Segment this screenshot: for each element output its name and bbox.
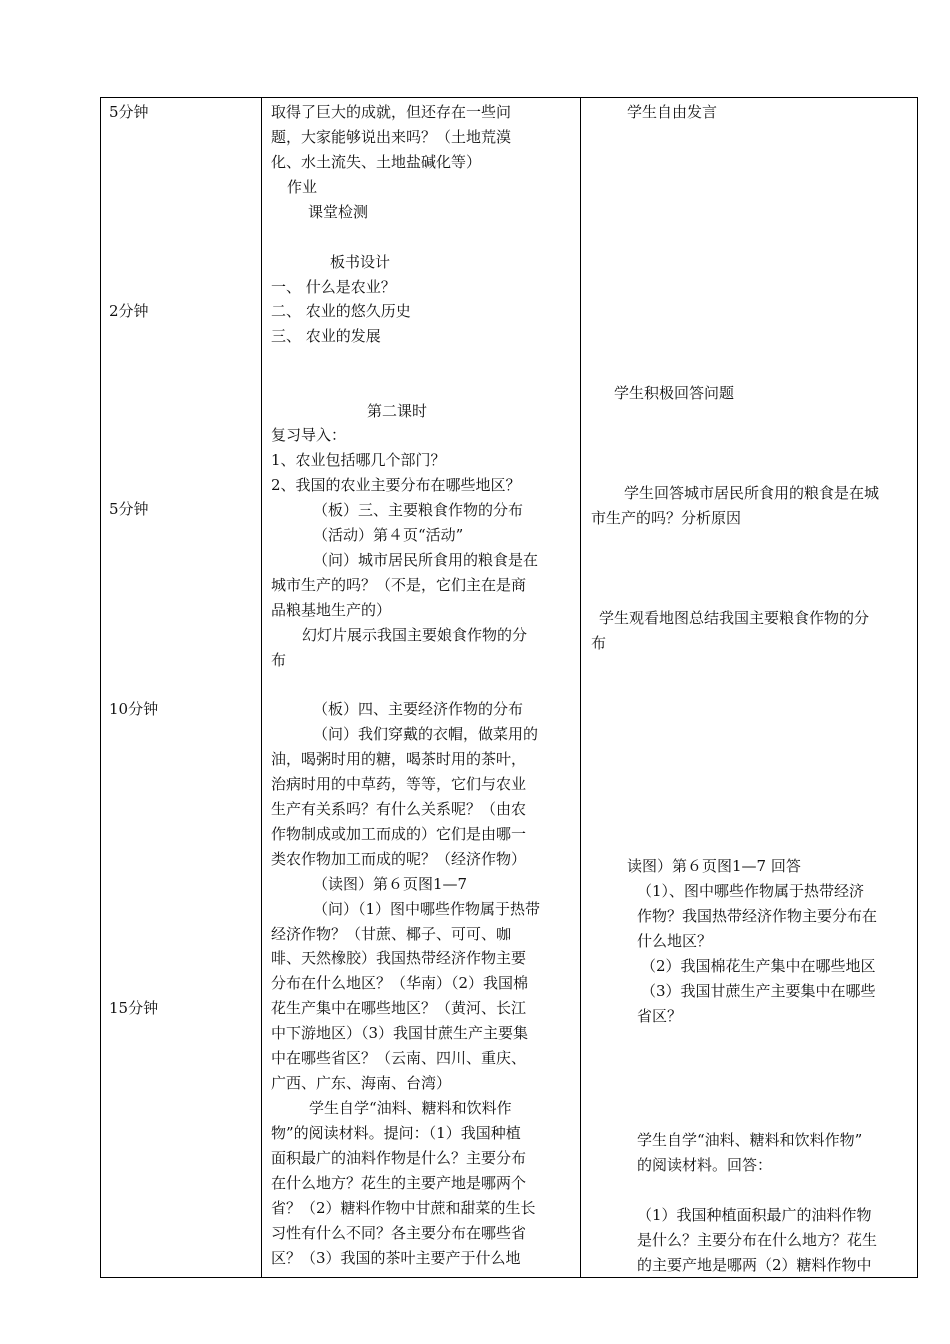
teacher-text-line: 一、 什么是农业？ — [271, 278, 396, 296]
teacher-text-line: （问）（1）图中哪些作物属于热带 — [313, 900, 541, 918]
teacher-text-line: 学生自学“油料、糖料和饮料作 — [309, 1099, 512, 1117]
teacher-text-line: 分布在什么地区？（华南）（2）我国棉 — [271, 974, 529, 992]
student-text-line: （2）我国棉花生产集中在哪些地区 — [641, 957, 876, 975]
teacher-text-line: 省？（2）糖料作物中甘蔗和甜菜的生长 — [271, 1199, 536, 1217]
teacher-text-line: 布 — [271, 651, 287, 669]
teacher-text-line: 作物制成或加工而成的）它们是由哪一 — [271, 825, 527, 843]
student-text-line: 市生产的吗？分析原因 — [591, 509, 742, 527]
teacher-text-line: 面积最广的油料作物是什么？主要分布 — [271, 1149, 527, 1167]
teacher-text-line: 三、 农业的发展 — [271, 327, 381, 345]
teacher-text-line: 治病时用的中草药，等等，它们与农业 — [271, 775, 527, 793]
time-cell: 15分钟 — [109, 999, 159, 1017]
teacher-text-line: 2、我国的农业主要分布在哪些地区？ — [271, 476, 521, 494]
student-text-line: （1）我国种植面积最广的油料作物 — [637, 1206, 872, 1224]
teacher-text-line: 物”的阅读材料。提问：（1）我国种植 — [271, 1124, 521, 1142]
teacher-text-line: 中在哪些省区？（云南、四川、重庆、 — [271, 1049, 527, 1067]
teacher-text-line: 啡、天然橡胶）我国热带经济作物主要 — [271, 949, 527, 967]
teacher-text-line: （板）三、主要粮食作物的分布 — [313, 501, 524, 519]
teacher-text-line: （活动）第４页“活动” — [313, 526, 464, 544]
teacher-text-line: 中下游地区）（3）我国甘蔗生产主要集 — [271, 1024, 529, 1042]
teacher-text-line: 取得了巨大的成就，但还存在一些问 — [271, 103, 512, 121]
teacher-text-line: 区？（3）我国的茶叶主要产于什么地 — [271, 1249, 521, 1267]
teacher-text-line: 品粮基地生产的） — [271, 601, 392, 619]
student-text-line: 学生观看地图总结我国主要粮食作物的分 — [599, 609, 870, 627]
teacher-text-line: 复习导入： — [271, 426, 347, 444]
lesson-plan-table — [100, 97, 918, 1278]
column-divider — [580, 98, 581, 1277]
student-text-line: 作物？我国热带经济作物主要分布在 — [637, 907, 878, 925]
teacher-text-line: （问）城市居民所食用的粮食是在 — [313, 551, 539, 569]
teacher-text-line: 幻灯片展示我国主要娘食作物的分 — [302, 626, 528, 644]
time-cell: 5分钟 — [109, 500, 149, 518]
teacher-text-line: 作业 — [287, 178, 318, 196]
student-text-line: 读图）第６页图1—7 回答 — [627, 857, 801, 875]
teacher-text-line: 板书设计 — [330, 253, 391, 271]
teacher-text-line: 1、农业包括哪几个部门？ — [271, 451, 446, 469]
teacher-text-line: 油，喝粥时用的糖，喝茶时用的茶叶， — [271, 750, 527, 768]
teacher-text-line: 类农作物加工而成的呢？（经济作物） — [271, 850, 527, 868]
student-text-line: 学生回答城市居民所食用的粮食是在城 — [624, 484, 880, 502]
student-text-line: （3）我国甘蔗生产主要集中在哪些 — [641, 982, 876, 1000]
teacher-text-line: （板）四、主要经济作物的分布 — [313, 700, 524, 718]
teacher-text-line: 二、 农业的悠久历史 — [271, 302, 411, 320]
teacher-text-line: 课堂检测 — [308, 203, 369, 221]
time-cell: 10分钟 — [109, 700, 159, 718]
student-text-line: 布 — [591, 634, 607, 652]
teacher-text-line: 化、水土流失、土地盐碱化等） — [271, 153, 482, 171]
teacher-text-line: 习性有什么不同？各主要分布在哪些省 — [271, 1224, 527, 1242]
time-cell: 5分钟 — [109, 103, 149, 121]
teacher-text-line: 生产有关系吗？有什么关系呢？（由农 — [271, 800, 527, 818]
student-text-line: 学生自学“油料、糖料和饮料作物” — [637, 1131, 863, 1149]
student-text-line: 什么地区？ — [637, 932, 713, 950]
student-text-line: 是什么？主要分布在什么地方？花生 — [637, 1231, 878, 1249]
student-text-line: （1）、图中哪些作物属于热带经济 — [637, 882, 865, 900]
column-divider — [261, 98, 262, 1277]
student-text-line: 的主要产地是哪两（2）糖料作物中 — [637, 1256, 872, 1274]
teacher-text-line: （问）我们穿戴的衣帽，做菜用的 — [313, 725, 539, 743]
student-text-line: 的阅读材料。回答： — [637, 1156, 773, 1174]
teacher-text-line: 经济作物？（甘蔗、椰子、可可、咖 — [271, 925, 512, 943]
time-cell: 2分钟 — [109, 302, 149, 320]
teacher-text-line: 花生产集中在哪些地区？（黄河、长江 — [271, 999, 527, 1017]
teacher-text-line: 广西、广东、海南、台湾） — [271, 1074, 452, 1092]
teacher-text-line: 第二课时 — [367, 402, 428, 420]
student-text-line: 省区？ — [637, 1007, 683, 1025]
student-text-line: 学生自由发言 — [627, 103, 718, 121]
teacher-text-line: 在什么地方？花生的主要产地是哪两个 — [271, 1174, 527, 1192]
student-text-line: 学生积极回答问题 — [614, 384, 735, 402]
teacher-text-line: 题，大家能够说出来吗？（土地荒漠 — [271, 128, 512, 146]
teacher-text-line: 城市生产的吗？（不是，它们主在是商 — [271, 576, 527, 594]
teacher-text-line: （读图）第６页图1—7 — [313, 875, 468, 893]
